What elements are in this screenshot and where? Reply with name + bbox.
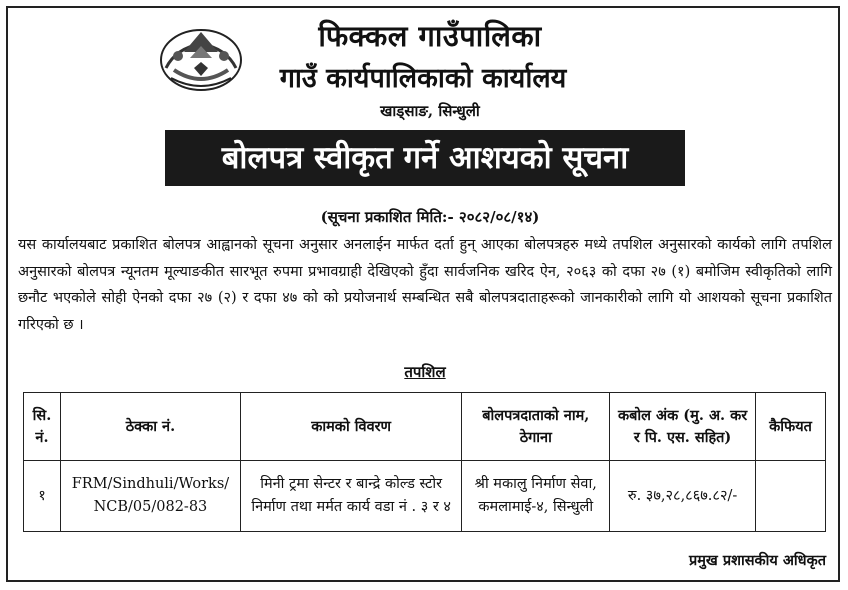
cell-bidder: श्री मकालु निर्माण सेवा, कमलामाई-४, सिन्धुली <box>462 461 610 532</box>
cell-sn: १ <box>24 461 61 532</box>
office-name: गाउँ कार्यपालिकाको कार्यालय <box>279 63 567 94</box>
office-location: खाड्साङ, सिन्धुली <box>380 102 480 120</box>
header-description: कामको विवरण <box>240 393 461 461</box>
signatory-title: प्रमुख प्रशासकीय अधिकृत <box>689 552 826 569</box>
header-remarks: कैफियत <box>756 393 826 461</box>
cell-amount: रु. ३७,२८,८६७.८२/- <box>610 461 756 532</box>
bid-details-table <box>23 392 826 532</box>
cell-description: मिनी ट्रमा सेन्टर र बान्द्रे कोल्ड स्टोर निर्माण तथा मर्मत कार्य वडा नं . ३ र ४ <box>240 461 461 532</box>
header-bidder: बोलपत्रदाताको नाम, ठेगाना <box>462 393 610 461</box>
header-sn: सि. नं. <box>24 393 61 461</box>
header-contract-no: ठेक्का नं. <box>60 393 240 461</box>
org-name: फिक्कल गाउँपालिका <box>318 19 542 53</box>
table-header-row <box>24 393 826 461</box>
table-row <box>24 461 826 532</box>
cell-contract-no: FRM/Sindhuli/Works/ NCB/05/082-83 <box>60 461 240 532</box>
notice-body: यस कार्यालयबाट प्रकाशित बोलपत्र आह्वानको सूचना अनुसार अनलाईन मार्फत दर्ता हुन् आएका बोलपत्रहरु मध्ये तपशिल अनुसारको कार्यको लागि तपशिल अनुसारको बोलपत्र न्यूनतम मूल्याङकीत सारभूत रुपमा प्रभावग्राही देखिएको हुँदा सार्वजनिक खरिद ऐन, २०६३ को दफा २७ (१) बमोजिम स्वीकृतिको लागि छनौट भएकोले सोही ऐनको दफा २७ (२) र दफा ४७ को को प्रयोजनार्थ सम्बन्धित सबै बोलपत्रदाताहरूको जानकारीको लागि यो आशयको सूचना प्रकाशित गरिएको छ । <box>18 237 832 333</box>
notice-title: बोलपत्र स्वीकृत गर्ने आशयको सूचना <box>165 130 685 186</box>
cell-remarks <box>756 461 826 532</box>
header-amount: कबोल अंक (मु. अ. कर र पि. एस. सहित) <box>610 393 756 461</box>
publication-date: (सूचना प्रकाशित मिति:- २०८२/०८/१४) <box>320 208 540 226</box>
details-heading: तपशिल <box>404 363 446 381</box>
